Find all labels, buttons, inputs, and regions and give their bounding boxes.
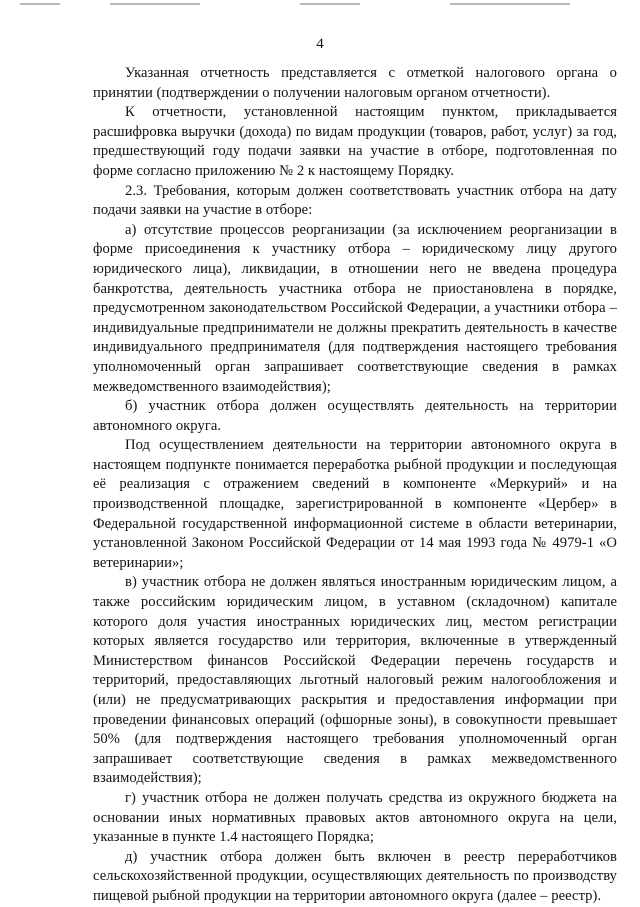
paragraph-revenue-breakdown: К отчетности, установленной настоящим пунктом, прикладывается расшифровка выручки (дохода) по видам продукции (товаров, работ, услуг) за год, предшествующий году подачи заявки на участие в отборе, подготовленная по форме согласно приложению № 2 к настоящему Порядку. [93,104,617,179]
paragraph-requirement-v: в) участник отбора не должен являться иностранным юридическим лицом, а также российским юридическим лицом, в уставном (складочном) капитале которого доля участия иностранных юридических лиц, местом регистрации которых является государство или территория, включенные в утвержденный Министерством финансов Российской Федерации перечень государств и территорий, предоставляющих льготный налоговый режим налогообложения и (или) не предусматривающих раскрытия и предоставления информации при проведении финансовых операций (офшорные зоны), в совокупности превышает 50% (для подтверждения настоящего требования уполномоченный орган запрашивает соответствующие сведения в рамках межведомственного взаимодействия); [93,574,617,787]
paragraph-activity-definition: Под осуществлением деятельности на территории автономного округа в настоящем подпункте понимается переработка рыбной продукции и последующая её реализация с отражением сведений в компоненте «Меркурий» и на производственной площадке, зарегистрированной в компоненте «Цербер» в Федеральной государственной информационной системе в области ветеринарии, установленной Законом Российской Федерации от 14 мая 1993 года № 4979-1 «О ветеринарии»; [93,437,617,571]
paragraph-requirement-b: б) участник отбора должен осуществлять деятельность на территории автономного округа. [93,398,617,434]
paragraph-reporting-mark: Указанная отчетность представляется с отметкой налогового органа о принятии (подтверждении о получении налоговым органом отчетности). [93,65,617,101]
page-number: 4 [316,36,324,52]
paragraph-requirement-a: а) отсутствие процессов реорганизации (за исключением реорганизации в форме присоединения к участнику отбора – юридическому лицу другого юридического лица), ликвидации, в отношении него не введена процедура банкротства, деятельность участника отбора не приостановлена в порядке, предусмотренном законодательством Российской Федерации, а участники отбора – индивидуальные предприниматели не должны прекратить деятельность в качестве индивидуального предпринимателя (для подтверждения настоящего требования уполномоченный орган запрашивает соответствующие сведения в рамках межведомственного взаимодействия); [93,221,617,395]
paragraph-requirement-g: г) участник отбора не должен получать средства из окружного бюджета на основании иных нормативных правовых актов автономного округа на цели, указанные в пункте 1.4 настоящего Порядка; [93,789,617,846]
body-text [93,64,617,907]
scan-edge [0,0,640,8]
paragraph-requirements-intro: 2.3. Требования, которым должен соответствовать участник отбора на дату подачи заявки на участие в отборе: [93,182,617,219]
paragraph-requirement-d: д) участник отбора должен быть включен в реестр переработчиков сельскохозяйственной продукции, осуществляющих деятельность по производству пищевой рыбной продукции на территории автономного округа (далее – реестр). [93,848,617,904]
